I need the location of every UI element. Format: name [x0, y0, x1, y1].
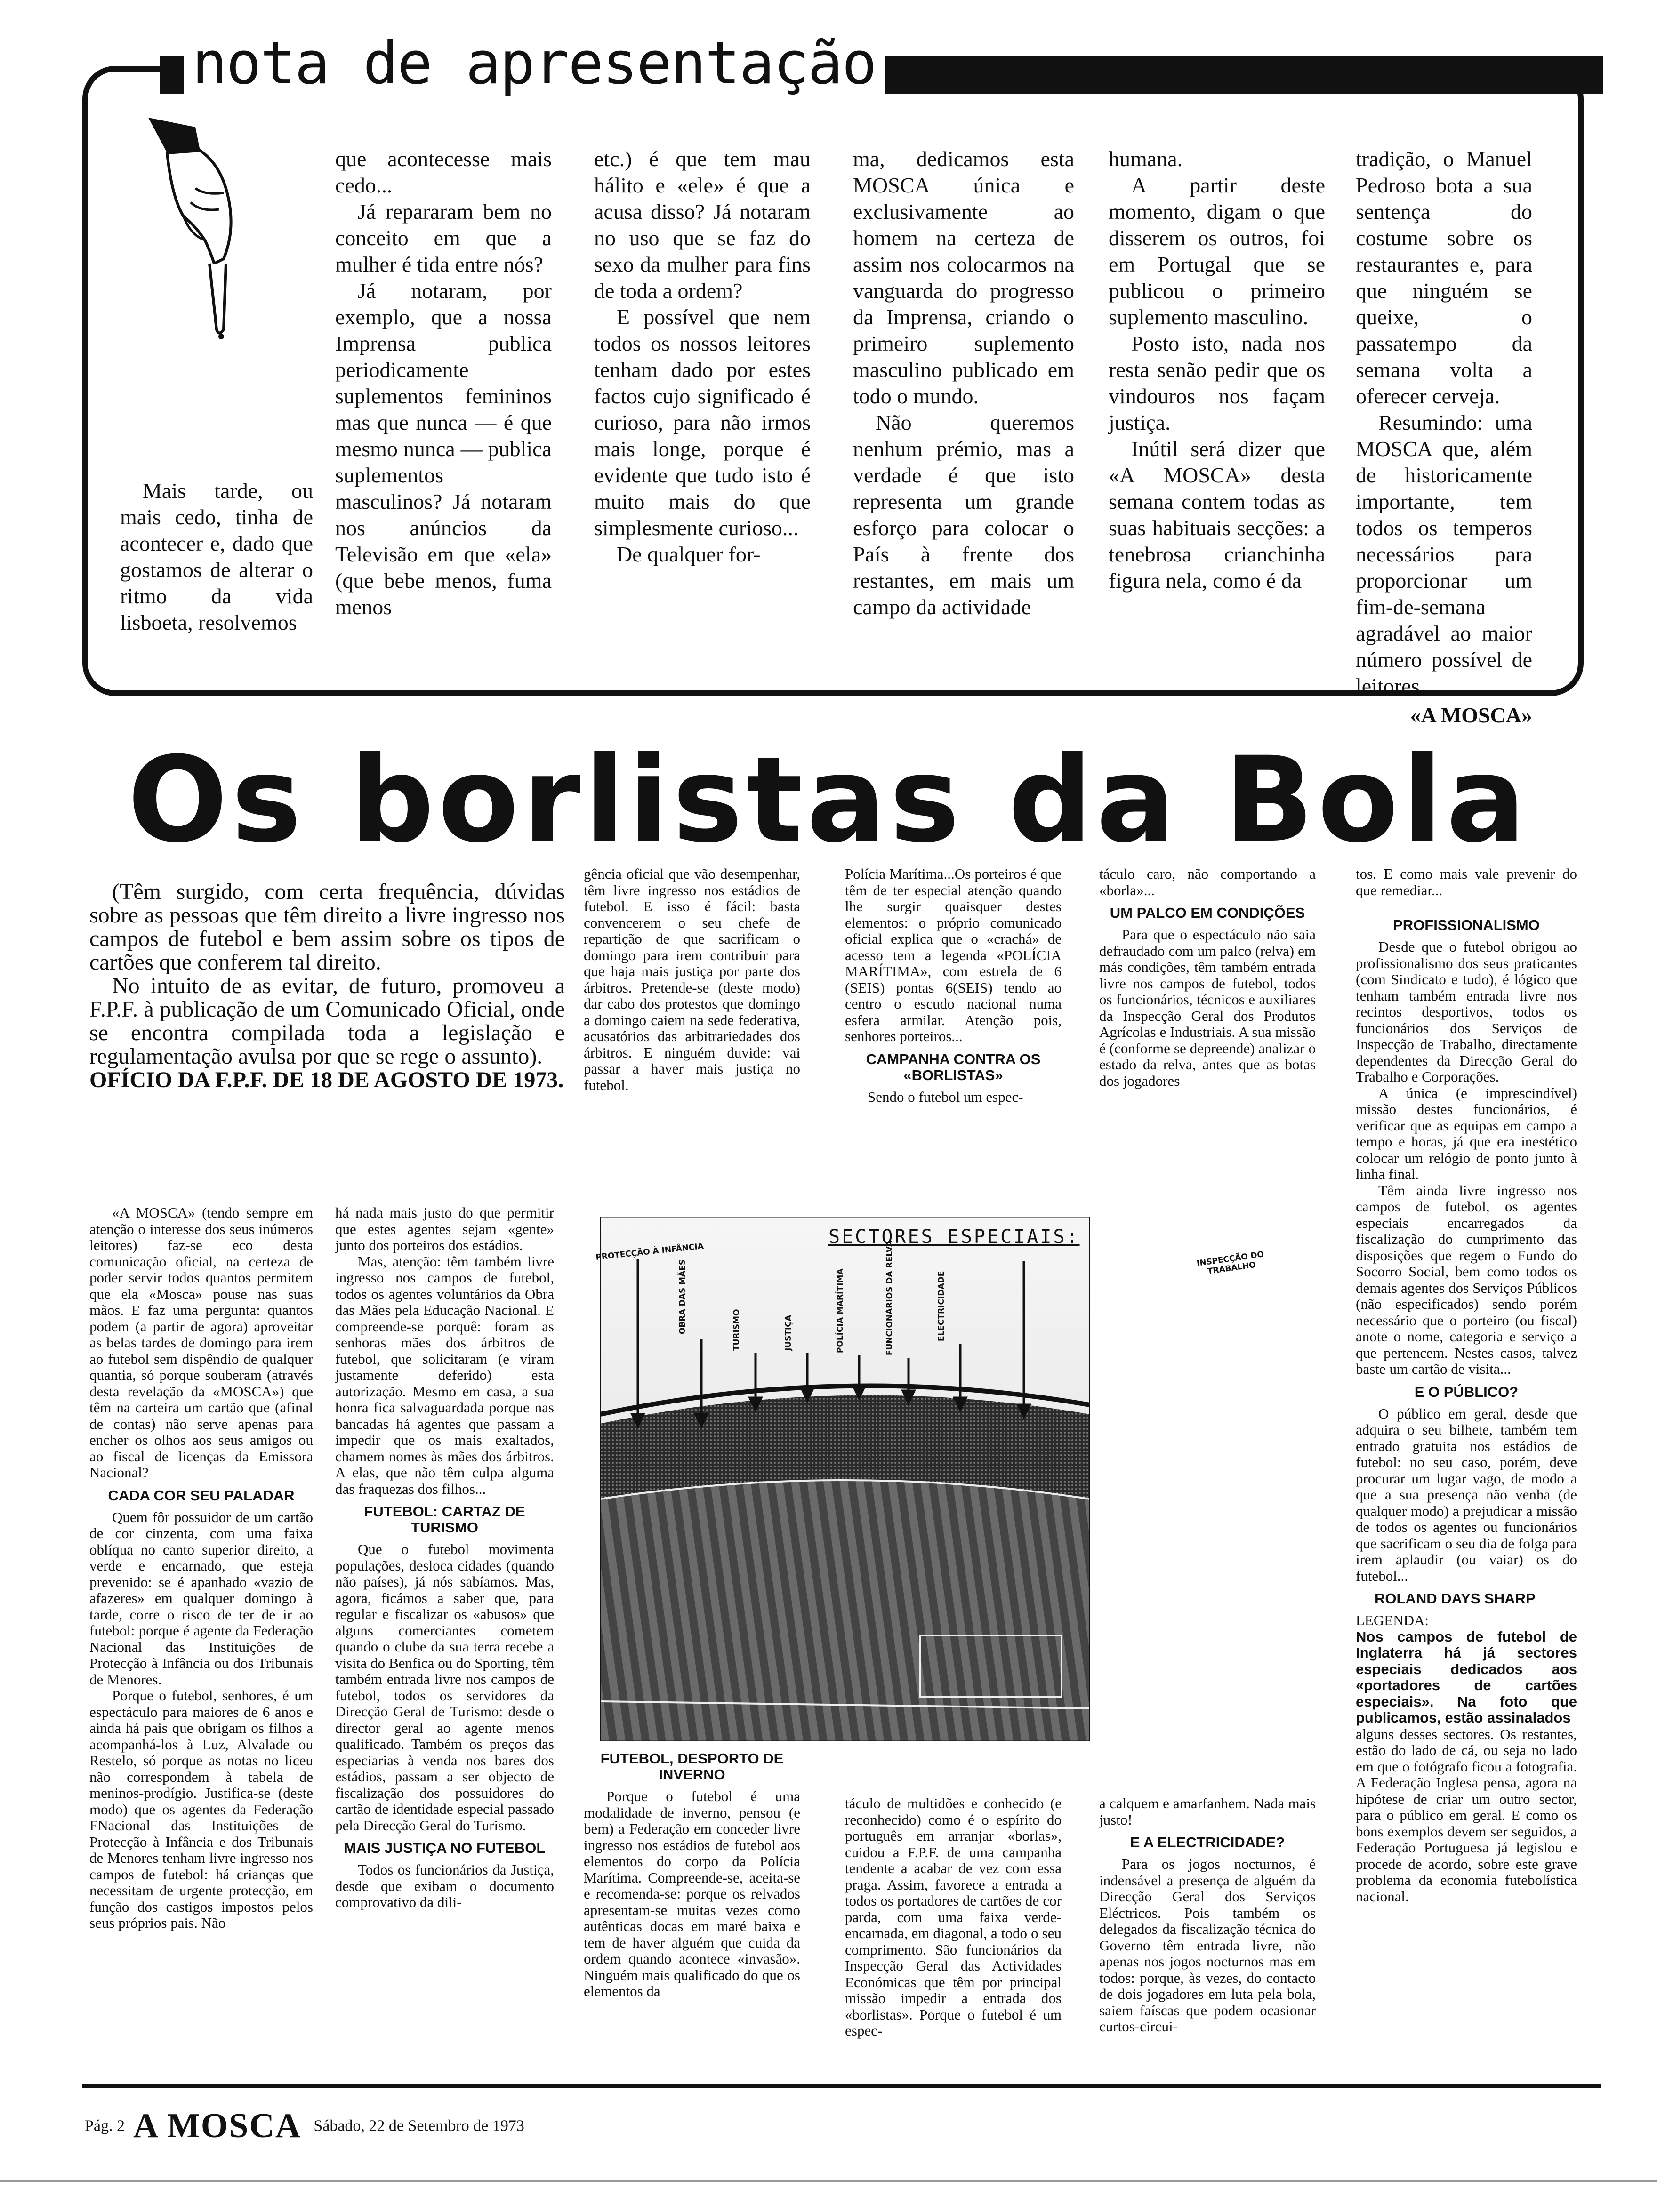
article-paragraph: Porque o futebol é uma modalidade de inverno, pensou (e bem) a Federação em conceder livre ingresso nos estádios de futebol aos elementos do corpo da Polícia Marítima. Compreende-se, aceita-se e recomenda-se: porque os relvados apresentam-se muitas vezes como autênticas docas em maré baixa e tem de haver alguém que cuida da ordem quando acontece «invasão». Ninguém mais qualificado do que os elementos da: [584, 1788, 800, 1999]
article-column-1: [89, 1205, 313, 1931]
article-column-top-1: [584, 866, 800, 1093]
photo-label: FUNCIONÁRIOS DA RELVA: [885, 1241, 894, 1355]
lead-official-notice: OFÍCIO DA F.P.F. DE 18 DE AGOSTO DE 1973.: [89, 1067, 564, 1092]
intro-paragraph: Inútil será dizer que «A MOSCA» desta semana contem todas as suas habituais secções: a tenebrosa crianchinha figura nela, como é da: [1109, 437, 1325, 593]
masthead: A MOSCA: [133, 2107, 302, 2145]
article-paragraph: «A MOSCA» (tendo sempre em atenção o interesse dos seus inúmeros leitores) faz-se eco desta comunicação oficial, na certeza de poder servir todos quantos permitem que ela «Mosca» pouse nas suas mãos. E faz uma pergunta: quantos podem (a partir de agora) aproveitar as belas tardes de domingo para irem ao futebol sem dispêndio de qualquer quantia, só porque souberam (através desta revelação da «MOSCA») que têm na carteira um cartão que (afinal de contas) não serve apenas para encher os olhos aos seus amigos ou ao fiscal de licenças da Emissora Nacional?: [89, 1204, 313, 1481]
caption-text: Nos campos de futebol de Inglaterra há já sectores especiais dedicados aos «portadores de cartões especiais». Na foto que publicamos, estão assinalados: [1356, 1628, 1577, 1726]
photo-label: TURISMO: [732, 1309, 741, 1351]
subheading: CAMPANHA CONTRA OS «BORLISTAS»: [866, 1050, 1041, 1083]
photo-label: JUSTIÇA: [784, 1315, 793, 1351]
article-column-3: [584, 1751, 800, 2000]
article-paragraph: Todos os funcionários da Justiça, desde que exibam o documento comprovativo da dili-: [335, 1861, 554, 1910]
article-column-right: [1356, 866, 1577, 1905]
intro-column-5: [1109, 146, 1325, 594]
article-paragraph: há nada mais justo do que permitir que estes agentes sejam «gente» junto dos porteiros dos estádios.: [335, 1204, 554, 1253]
intro-paragraph: etc.) é que tem mau hálito e «ele» é que a acusa disso? Já notaram no uso que se faz do sexo da mulher para fins de toda a ordem?: [594, 147, 811, 303]
intro-paragraph: Não queremos nenhum prémio, mas a verdade é que isto representa um grande esforço para colocar o País à frente dos restantes, em mais um campo da actividade: [853, 410, 1074, 619]
article-paragraph: Polícia Marítima...Os porteiros é que têm de ter especial atenção quando lhe surgir quaisquer destes elementos: o próprio comunicado oficial explica que o «crachá» de acesso tem a legenda «POLÍCIA MARÍTIMA», com estrela de 6 (SEIS) pontas 6(SEIS) tendo ao centro o escudo nacional numa esfera armilar. Atenção pois, senhores porteiros...: [845, 866, 1062, 1044]
intro-paragraph: A partir deste momento, digam o que disserem os outros, foi em Portugal que se publicou o primeiro suplemento masculino.: [1109, 173, 1325, 329]
intro-column-3: [594, 146, 811, 568]
pointing-hand-icon: [139, 108, 266, 344]
page-footer: [85, 2106, 524, 2144]
article-paragraph: Para os jogos nocturnos, é indensável a presença de alguém da Direcção Geral dos Serviços Eléctricos. Pois também os delegados da fiscalização técnica do Governo têm entrada livre, não apenas nos jogos nocturnos mas em todos: porque, às vezes, do contacto de dois jogadores em luta pela bola, saiem faíscas que podem ocasionar curtos-circui-: [1099, 1856, 1316, 2035]
article-paragraph: tos. E como mais vale prevenir do que remediar...: [1356, 866, 1577, 898]
article-paragraph: Que o futebol movimenta populações, desloca cidades (quando não países), já nós sabíamos. Mas, agora, ficámos a saber que, para regular e fiscalizar os «abusos» que alguns comerciantes cometem quando o clube da sua terra recebe a visita do Benfica ou do Sporting, têm também entrada livre nos campos de futebol, todos os servidores da Direcção Geral de Turismo: desde o director geral ao agente menos qualificado. Também os preços das especiarias à venda nos bares dos estádios, passam a ser objecto de fiscalização dos possuidores do cartão de identidade especial passado pela Direcção Geral do Turismo.: [335, 1541, 554, 1834]
photo-title: SECTORES ESPECIAIS:: [828, 1226, 1080, 1248]
article-paragraph: Para que o espectáculo não saia defraudado com um palco (relva) em más condições, têm também entrada livre nos campos de futebol, todos os funcionários, técnicos e auxiliares da Inspecção Geral dos Produtos Agrícolas e Industriais. A sua missão é (conforme se depreende) analizar o estado da relva, antes que as botas dos jogadores: [1099, 926, 1316, 1089]
article-column-2: [335, 1205, 554, 1911]
intro-paragraph: tradição, o Manuel Pedroso bota a sua sentença do costume sobre os restaurantes e, para que ninguém se queixe, o passatempo da semana volta a oferecer cerveja.: [1356, 147, 1532, 408]
page-number: Pág. 2: [85, 2117, 125, 2135]
subheading: E O PÚBLICO?: [1414, 1383, 1519, 1400]
intro-paragraph: ma, dedicamos esta MOSCA única e exclusivamente ao homem na certeza de assim nos colocarmos na vanguarda do progresso da Imprensa, criando o primeiro suplemento masculino publicado em todo o mundo.: [853, 147, 1074, 408]
article-column-4: [845, 1795, 1062, 2039]
article-lead: [89, 880, 565, 1092]
article-paragraph: Desde que o futebol obrigou ao profissionalismo dos seus praticantes (com Sindicato e tudo), é lógico que tenham também entrada livre nos recintos desportivos, todos os funcionários dos Serviços de Inspecção de Trabalho, directamente dependentes da Direcção Geral do Trabalho e Corporações.: [1356, 938, 1577, 1085]
subheading: MAIS JUSTIÇA NO FUTEBOL: [344, 1840, 546, 1856]
photo-label: OBRA DAS MÃES: [678, 1259, 687, 1334]
subheading: E A ELECTRICIDADE?: [1130, 1834, 1285, 1851]
article-headline: Os borlistas da Bola: [128, 731, 1529, 868]
lead-paragraph: No intuito de as evitar, de futuro, promoveu a F.P.F. à publicação de um Comunicado Oficial, onde se encontra compilada toda a legislação e regulamentação avulsa por que se rege o assunto).: [89, 973, 565, 1069]
intro-column-4: [853, 146, 1074, 620]
intro-title: nota de apresentação: [184, 33, 885, 94]
article-paragraph: a calquem e amarfanhem. Nada mais justo!: [1099, 1795, 1316, 1828]
intro-paragraph: Já notaram, por exemplo, que a nossa Imprensa publica periodicamente suplementos femininos mas que nunca — é que mesmo nunca — publica suplementos masculinos? Já notaram nos anúncios da Televisão em que «ela» (que bebe menos, fuma menos: [335, 279, 552, 619]
article-paragraph: Mas, atenção: têm também livre ingresso nos campos de futebol, todos os agentes voluntários da Obra das Mães pela Educação Nacional. E compreende-se porquê: foram as senhoras mães dos árbitros de futebol, que solicitaram (e viram justamente deferido) esta autorização. Mesmo em casa, a sua honra fica salvaguardada porque nas bancadas há agentes que passam a impedir que os mais exaltados, chamem nomes às mães dos árbitros. A elas, que não têm culpa alguma das fraquezas dos filhos...: [335, 1253, 554, 1497]
subheading: CADA COR SEU PALADAR: [108, 1487, 295, 1504]
article-paragraph: O público em geral, desde que adquira o seu bilhete, também tem entrado gratuita nos estádios de futebol: no seu caso, porém, deve procurar um lugar vago, de modo a que a sua presença não venha (de qualquer modo) a prejudicar a missão de todos os agentes ou funcionários que sacrificam o seu dia de folga para irem aplaudir (ou vaiar) os do futebol...: [1356, 1405, 1577, 1584]
intro-paragraph: Já repararam bem no conceito em que a mulher é tida entre nós?: [335, 200, 552, 276]
footer-rule: [82, 2084, 1601, 2088]
article-paragraph: táculo caro, não comportando a «borla»...: [1099, 866, 1316, 898]
caption-label: LEGENDA:: [1356, 1612, 1429, 1628]
intro-column-1: [120, 478, 313, 636]
byline: ROLAND DAYS SHARP: [1375, 1590, 1536, 1607]
article-paragraph: Têm ainda livre ingresso nos campos de futebol, os agentes especiais encarregados da fiscalização do cumprimento das disposições que regem o Fundo do Socorro Social, bem como todos os demais agentes dos Serviços Públicos (não especificados) sendo porém necessário que o porteiro (ou fiscal) anote o nome, categoria e serviço a que pertencem. Nestes casos, talvez baste um cartão de visita...: [1356, 1182, 1577, 1377]
subheading: UM PALCO EM CONDIÇÕES: [1110, 905, 1305, 921]
intro-paragraph: Resumindo: uma MOSCA que, além de historicamente importante, tem todos os temperos necessários para proporcionar um fim-de-semana agradável ao maior número possível de leitores.: [1356, 410, 1532, 698]
article-column-top-2: [845, 866, 1062, 1105]
intro-column-6: [1356, 146, 1532, 729]
article-paragraph: táculo de multidões e conhecido (e reconhecido) como é o espírito do português em arranjar «borlas», cuidou a F.P.F. de uma campanha tendente a acabar de vez com essa praga. Assim, favorece a entrada a todos os portadores de cartões de cor parda, com uma faixa verde-encarnada, em diagonal, a todo o seu comprimento. São funcionários da Inspecção Geral das Actividades Económicas que têm por principal missão impedir a entrada dos «borlistas». Porque o futebol é um espec-: [845, 1795, 1062, 2039]
intro-paragraph: E possível que nem todos os nossos leitores tenham dado por estes factos cujo significado é curioso, para não irmos mais longe, porque é evidente que tudo isto é muito mais do que simplesmente curioso...: [594, 305, 811, 540]
subheading: PROFISSIONALISMO: [1393, 917, 1540, 933]
intro-paragraph: humana.: [1109, 147, 1183, 171]
article-paragraph: A única (e imprescindível) missão destes funcionários, é verificar que as equipas em campo a tempo e horas, já que era inestético colocar um relógio de ponto junto à linha final.: [1356, 1084, 1577, 1182]
photo-label: INSPECÇÃO DO TRABALHO: [1196, 1250, 1265, 1277]
article-paragraph: Quem fôr possuidor de um cartão de cor cinzenta, com uma faixa oblíqua no canto superior direito, a verde e encarnado, que esteja prevenido: se é apanhado «vazio de afazeres» em qualquer domingo à tarde, corre o risco de ter de ir ao futebol: porque é agente da Federação Nacional das Instituições de Protecção à Infância ou dos Tribunais de Menores.: [89, 1508, 313, 1688]
article-paragraph: Sendo o futebol um espec-: [868, 1088, 1023, 1105]
issue-date: Sábado, 22 de Setembro de 1973: [314, 2117, 524, 2135]
intro-paragraph: Mais tarde, ou mais cedo, tinha de acontecer e, dado que gostamos de alterar o ritmo da vida lisboeta, resolvemos: [120, 479, 313, 634]
intro-paragraph: Posto isto, nada nos resta senão pedir que os vindouros nos façam justiça.: [1109, 331, 1325, 434]
intro-paragraph: que acontecesse mais cedo...: [335, 147, 552, 197]
subheading: FUTEBOL, DESPORTO DE INVERNO: [600, 1750, 784, 1783]
intro-signature: «A MOSCA»: [1410, 703, 1532, 727]
article-column-top-3: [1099, 866, 1316, 1089]
photo-label: POLÍCIA MARÍTIMA: [836, 1268, 845, 1353]
intro-paragraph: De qualquer for-: [617, 542, 761, 566]
lead-paragraph: (Têm surgido, com certa frequência, dúvidas sobre as pessoas que têm direito a livre ingresso nos campos de futebol e bem assim sobre os tipos de cartões que conferem tal direito.: [89, 879, 565, 975]
subheading: FUTEBOL: CARTAZ DE TURISMO: [364, 1503, 525, 1536]
intro-column-2: [335, 146, 552, 620]
page-edge: [0, 2180, 1657, 2182]
article-paragraph: gência oficial que vão desempenhar, têm livre ingresso nos estádios de futebol. E isso é fácil: basta convencerem o seu chefe de repartição de que sacrificam o domingo para irem contribuir para que haja mais justiça por parte dos árbitros. Pretende-se (deste modo) dar cabo dos protestos que domingo a domingo caiem na sede federativa, acusatórios das arbitrariedades dos árbitros. E ninguém duvide: vai passar a haver mais justiça no futebol.: [584, 866, 800, 1093]
photo-label: PROTECÇÃO À INFÂNCIA: [595, 1242, 704, 1262]
article-paragraph: Porque o futebol, senhores, é um espectáculo para maiores de 6 anos e ainda há pais que obrigam os filhos a acompanhá-los à Luz, Alvalade ou Restelo, só porque as notas no liceu não correspondem à tabela de meninos-prodígio. Justifica-se (deste modo) que os agentes da Federação FNacional das Instituições de Protecção à Infância e dos Tribunais de Menores tenham livre ingresso nos campos de futebol: há crianças que necessitam de urgente protecção, em função dos castigos impostos pelos seus próprios pais. Não: [89, 1687, 313, 1931]
photo-label: ELECTRICIDADE: [937, 1271, 946, 1341]
article-column-5: [1099, 1795, 1316, 2035]
caption-text: alguns desses sectores. Os restantes, estão do lado de cá, ou seja no lado em que o fotógrafo ficou a fotografia. A Federação Inglesa pensa, agora na hipótese de criar um outro sector, para o público em geral. E como os bons exemplos devem ser seguidos, a Federação Portuguesa já legislou e procede de acordo, sobre este grave problema da economia futebolística nacional.: [1356, 1725, 1577, 1905]
stadium-photo: [600, 1217, 1090, 1741]
